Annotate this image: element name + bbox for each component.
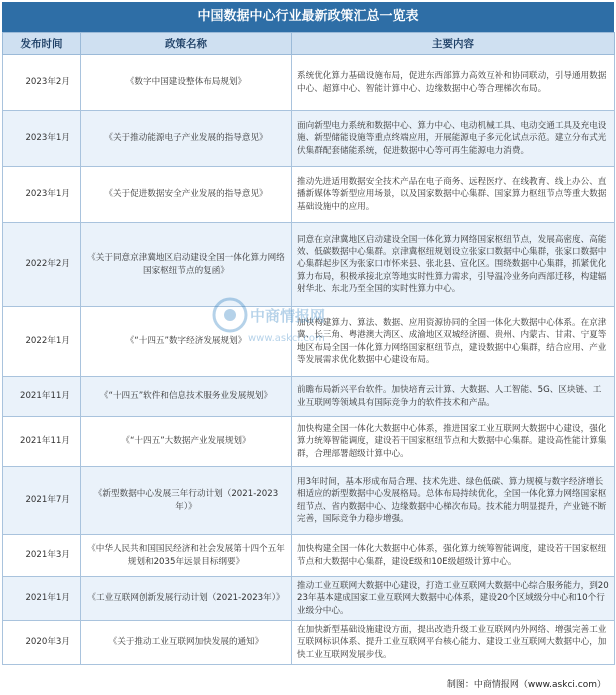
row-policy-name: 《“十四五”软件和信息技术服务业发展规划》 <box>81 377 292 417</box>
page-title: 中国数据中心行业最新政策汇总一览表 <box>2 2 614 32</box>
row-content: 同意在京津冀地区启动建设全国一体化算力网络国家枢纽节点，发展高密度、高能效、低碳数据中心集群。京津冀枢纽规划设立张家口数据中心集群，张家口数据中心集群起步区为张家口市怀来县、张北县、宣化区。围绕数据中心集群，抓紧优化算力布局，积极承接北京等地实时性算力需求，引导温冷业务向西部迁移，构建辐射华北、东北乃至全国的实时性算力中心。 <box>292 223 615 307</box>
row-date: 2021年7月 <box>3 467 81 535</box>
column-header-content: 主要内容 <box>292 33 615 55</box>
table-row <box>3 167 615 223</box>
row-content: 推动先进适用数据安全技术产品在电子商务、远程医疗、在线教育、线上办公、直播新媒体等新型应用场景，以及国家数据中心集群、国家算力枢纽节点等重大数据基础设施中的应用。 <box>292 167 615 223</box>
row-date: 2023年2月 <box>3 55 81 111</box>
column-header-name: 政策名称 <box>81 33 292 55</box>
table-row <box>3 417 615 467</box>
row-content: 在加快新型基础设施建设方面，提出改造升级工业互联网内外网络、增强完善工业互联网标识体系、提升工业互联网平台核心能力、建设工业互联网大数据中心，加快工业互联网发展步伐。 <box>292 621 615 665</box>
watermark-brand: 中商情报网 <box>250 307 326 325</box>
row-content: 加快构建算力、算法、数据、应用资源协同的全国一体化大数据中心体系。在京津冀、长三角、粤港澳大湾区、成渝地区双城经济圈、贵州、内蒙古、甘肃、宁夏等地区布局全国一体化算力网络国家枢纽节点，建设数据中心集群，结合应用、产业等发展需求优化数据中心建设布局。 <box>292 307 615 377</box>
footer-source: 制图：中商情报网（www.askci.com） <box>446 680 606 690</box>
row-policy-name: 《关于推动工业互联网加快发展的通知》 <box>81 621 292 665</box>
column-header-date: 发布时间 <box>3 33 81 55</box>
row-content: 加快构建全国一体化大数据中心体系，推进国家工业互联网大数据中心建设，强化算力统筹智能调度，建设若干国家枢纽节点和大数据中心集群。建设高性能计算集群，合理部署超级计算中心。 <box>292 417 615 467</box>
row-policy-name: 《数字中国建设整体布局规划》 <box>81 55 292 111</box>
table-row <box>3 577 615 621</box>
askci-watermark-logo <box>208 291 328 351</box>
row-content: 前瞻布局新兴平台软件。加快培育云计算、大数据、人工智能、5G、区块链、工业互联网等领域具有国际竞争力的软件技术和产品。 <box>292 377 615 417</box>
row-content: 加快构建全国一体化大数据中心体系，强化算力统筹智能调度，建设若干国家枢纽节点和大数据中心集群，建设E级和10E级超级计算中心。 <box>292 535 615 577</box>
row-policy-name: 《关于同意京津冀地区启动建设全国一体化算力网络国家枢纽节点的复函》 <box>81 223 292 307</box>
row-date: 2023年1月 <box>3 167 81 223</box>
table-row <box>3 377 615 417</box>
row-policy-name: 《中华人民共和国国民经济和社会发展第十四个五年规划和2035年远景目标纲要》 <box>81 535 292 577</box>
row-content: 系统优化算力基础设施布局，促进东西部算力高效互补和协同联动，引导通用数据中心、超算中心、智能计算中心、边缘数据中心等合理梯次布局。 <box>292 55 615 111</box>
row-date: 2021年11月 <box>3 417 81 467</box>
row-policy-name: 《“十四五”数字经济发展规划》 <box>81 307 292 377</box>
row-policy-name: 《关于推动能源电子产业发展的指导意见》 <box>81 111 292 167</box>
watermark-url: www.askci.com <box>248 333 325 344</box>
row-date: 2021年3月 <box>3 535 81 577</box>
table-row <box>3 55 615 111</box>
row-policy-name: 《关于促进数据安全产业发展的指导意见》 <box>81 167 292 223</box>
table-header-row <box>3 33 615 55</box>
table-row <box>3 621 615 665</box>
row-content: 用3年时间，基本形成布局合理、技术先进、绿色低碳、算力规模与数字经济增长相适应的新型数据中心发展格局。总体布局持续优化，全国一体化算力网络国家枢纽节点、省内数据中心、边缘数据中心梯次布局。技术能力明显提升，产业链不断完善，国际竞争力稳步增强。 <box>292 467 615 535</box>
row-date: 2020年3月 <box>3 621 81 665</box>
row-date: 2023年1月 <box>3 111 81 167</box>
row-policy-name: 《工业互联网创新发展行动计划（2021-2023年）》 <box>81 577 292 621</box>
row-date: 2021年11月 <box>3 377 81 417</box>
table-row <box>3 111 615 167</box>
row-date: 2022年1月 <box>3 307 81 377</box>
table-row <box>3 467 615 535</box>
row-date: 2021年1月 <box>3 577 81 621</box>
row-policy-name: 《新型数据中心发展三年行动计划（2021-2023年）》 <box>81 467 292 535</box>
row-content: 面向新型电力系统和数据中心、算力中心、电动机械工具、电动交通工具及充电设施、新型储能设施等重点终端应用，开展能源电子多元化试点示范。建立分布式光伏集群配套储能系统，促进数据中心等可再生能源电力消费。 <box>292 111 615 167</box>
row-policy-name: 《“十四五”大数据产业发展规划》 <box>81 417 292 467</box>
row-content: 推动工业互联网大数据中心建设，打造工业互联网大数据中心综合服务能力，到2023年基本建成国家工业互联网大数据中心体系，建设20个区域级分中心和10个行业级分中心。 <box>292 577 615 621</box>
row-date: 2022年2月 <box>3 223 81 307</box>
table-row <box>3 535 615 577</box>
